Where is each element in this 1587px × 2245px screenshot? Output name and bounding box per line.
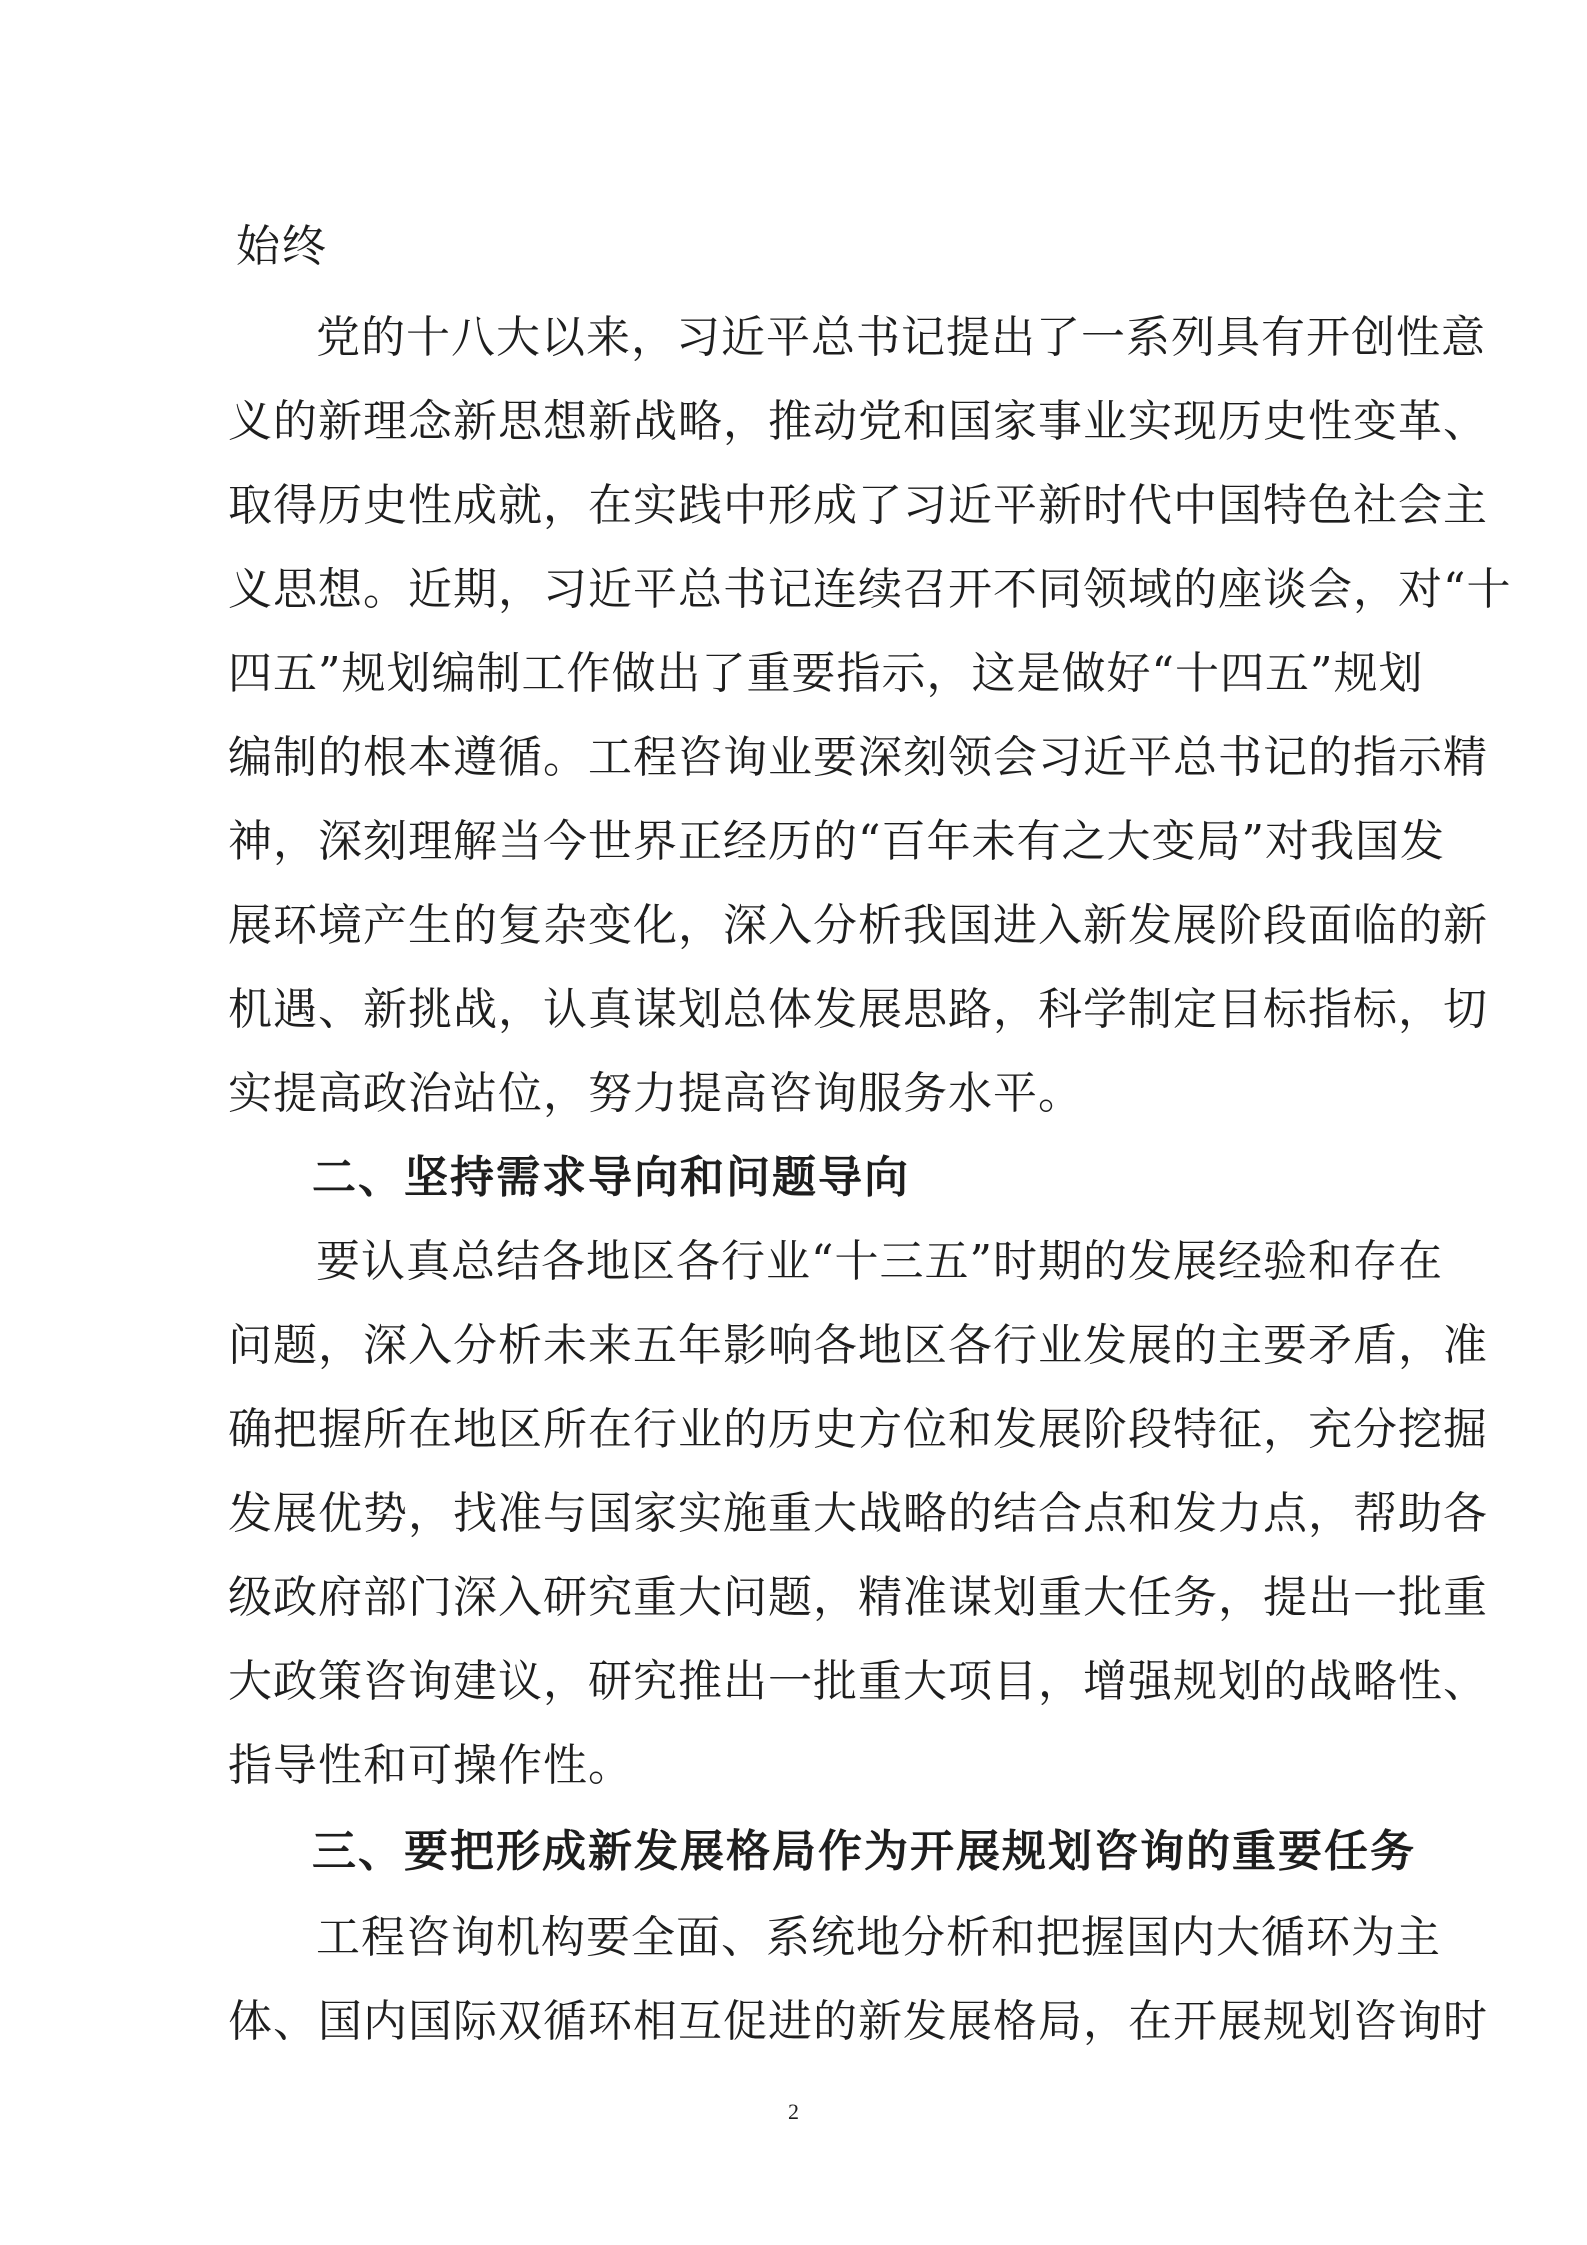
- paragraph-line: 义思想。近期，习近平总书记连续召开不同领域的座谈会，对“十: [228, 564, 1512, 615]
- section-heading-3: 三、要把形成新发展格局作为开展规划咨询的重要任务: [312, 1826, 1416, 1877]
- paragraph-line: 机遇、新挑战，认真谋划总体发展思路，科学制定目标指标，切: [228, 984, 1488, 1035]
- paragraph-line: 工程咨询机构要全面、系统地分析和把握国内大循环为主: [316, 1912, 1441, 1963]
- paragraph-line: 四五”规划编制工作做出了重要指示，这是做好“十四五”规划: [228, 648, 1424, 699]
- paragraph-line: 级政府部门深入研究重大问题，精准谋划重大任务，提出一批重: [228, 1572, 1488, 1623]
- section-heading-continued: 始终: [236, 221, 328, 272]
- paragraph-line-last: 实提高政治站位，努力提高咨询服务水平。: [228, 1068, 1083, 1119]
- paragraph-line: 展环境产生的复杂变化，深入分析我国进入新发展阶段面临的新: [228, 900, 1488, 951]
- paragraph-line: 问题，深入分析未来五年影响各地区各行业发展的主要矛盾，准: [228, 1320, 1488, 1371]
- paragraph-line: 义的新理念新思想新战略，推动党和国家事业实现历史性变革、: [228, 396, 1488, 447]
- paragraph-line: 大政策咨询建议，研究推出一批重大项目，增强规划的战略性、: [228, 1656, 1488, 1707]
- paragraph-line: 要认真总结各地区各行业“十三五”时期的发展经验和存在: [316, 1236, 1443, 1287]
- paragraph-line: 体、国内国际双循环相互促进的新发展格局，在开展规划咨询时: [228, 1996, 1488, 2047]
- paragraph-line-last: 指导性和可操作性。: [228, 1740, 633, 1791]
- paragraph-line: 确把握所在地区所在行业的历史方位和发展阶段特征，充分挖掘: [228, 1404, 1488, 1455]
- page-number: 2: [788, 2099, 799, 2124]
- paragraph-line: 编制的根本遵循。工程咨询业要深刻领会习近平总书记的指示精: [228, 732, 1488, 783]
- section-heading-2: 二、坚持需求导向和问题导向: [312, 1152, 910, 1203]
- paragraph-line: 取得历史性成就，在实践中形成了习近平新时代中国特色社会主: [228, 480, 1488, 531]
- paragraph-line: 发展优势，找准与国家实施重大战略的结合点和发力点，帮助各: [228, 1488, 1488, 1539]
- paragraph-line: 党的十八大以来，习近平总书记提出了一系列具有开创性意: [316, 312, 1486, 363]
- paragraph-line: 神，深刻理解当今世界正经历的“百年未有之大变局”对我国发: [228, 816, 1445, 867]
